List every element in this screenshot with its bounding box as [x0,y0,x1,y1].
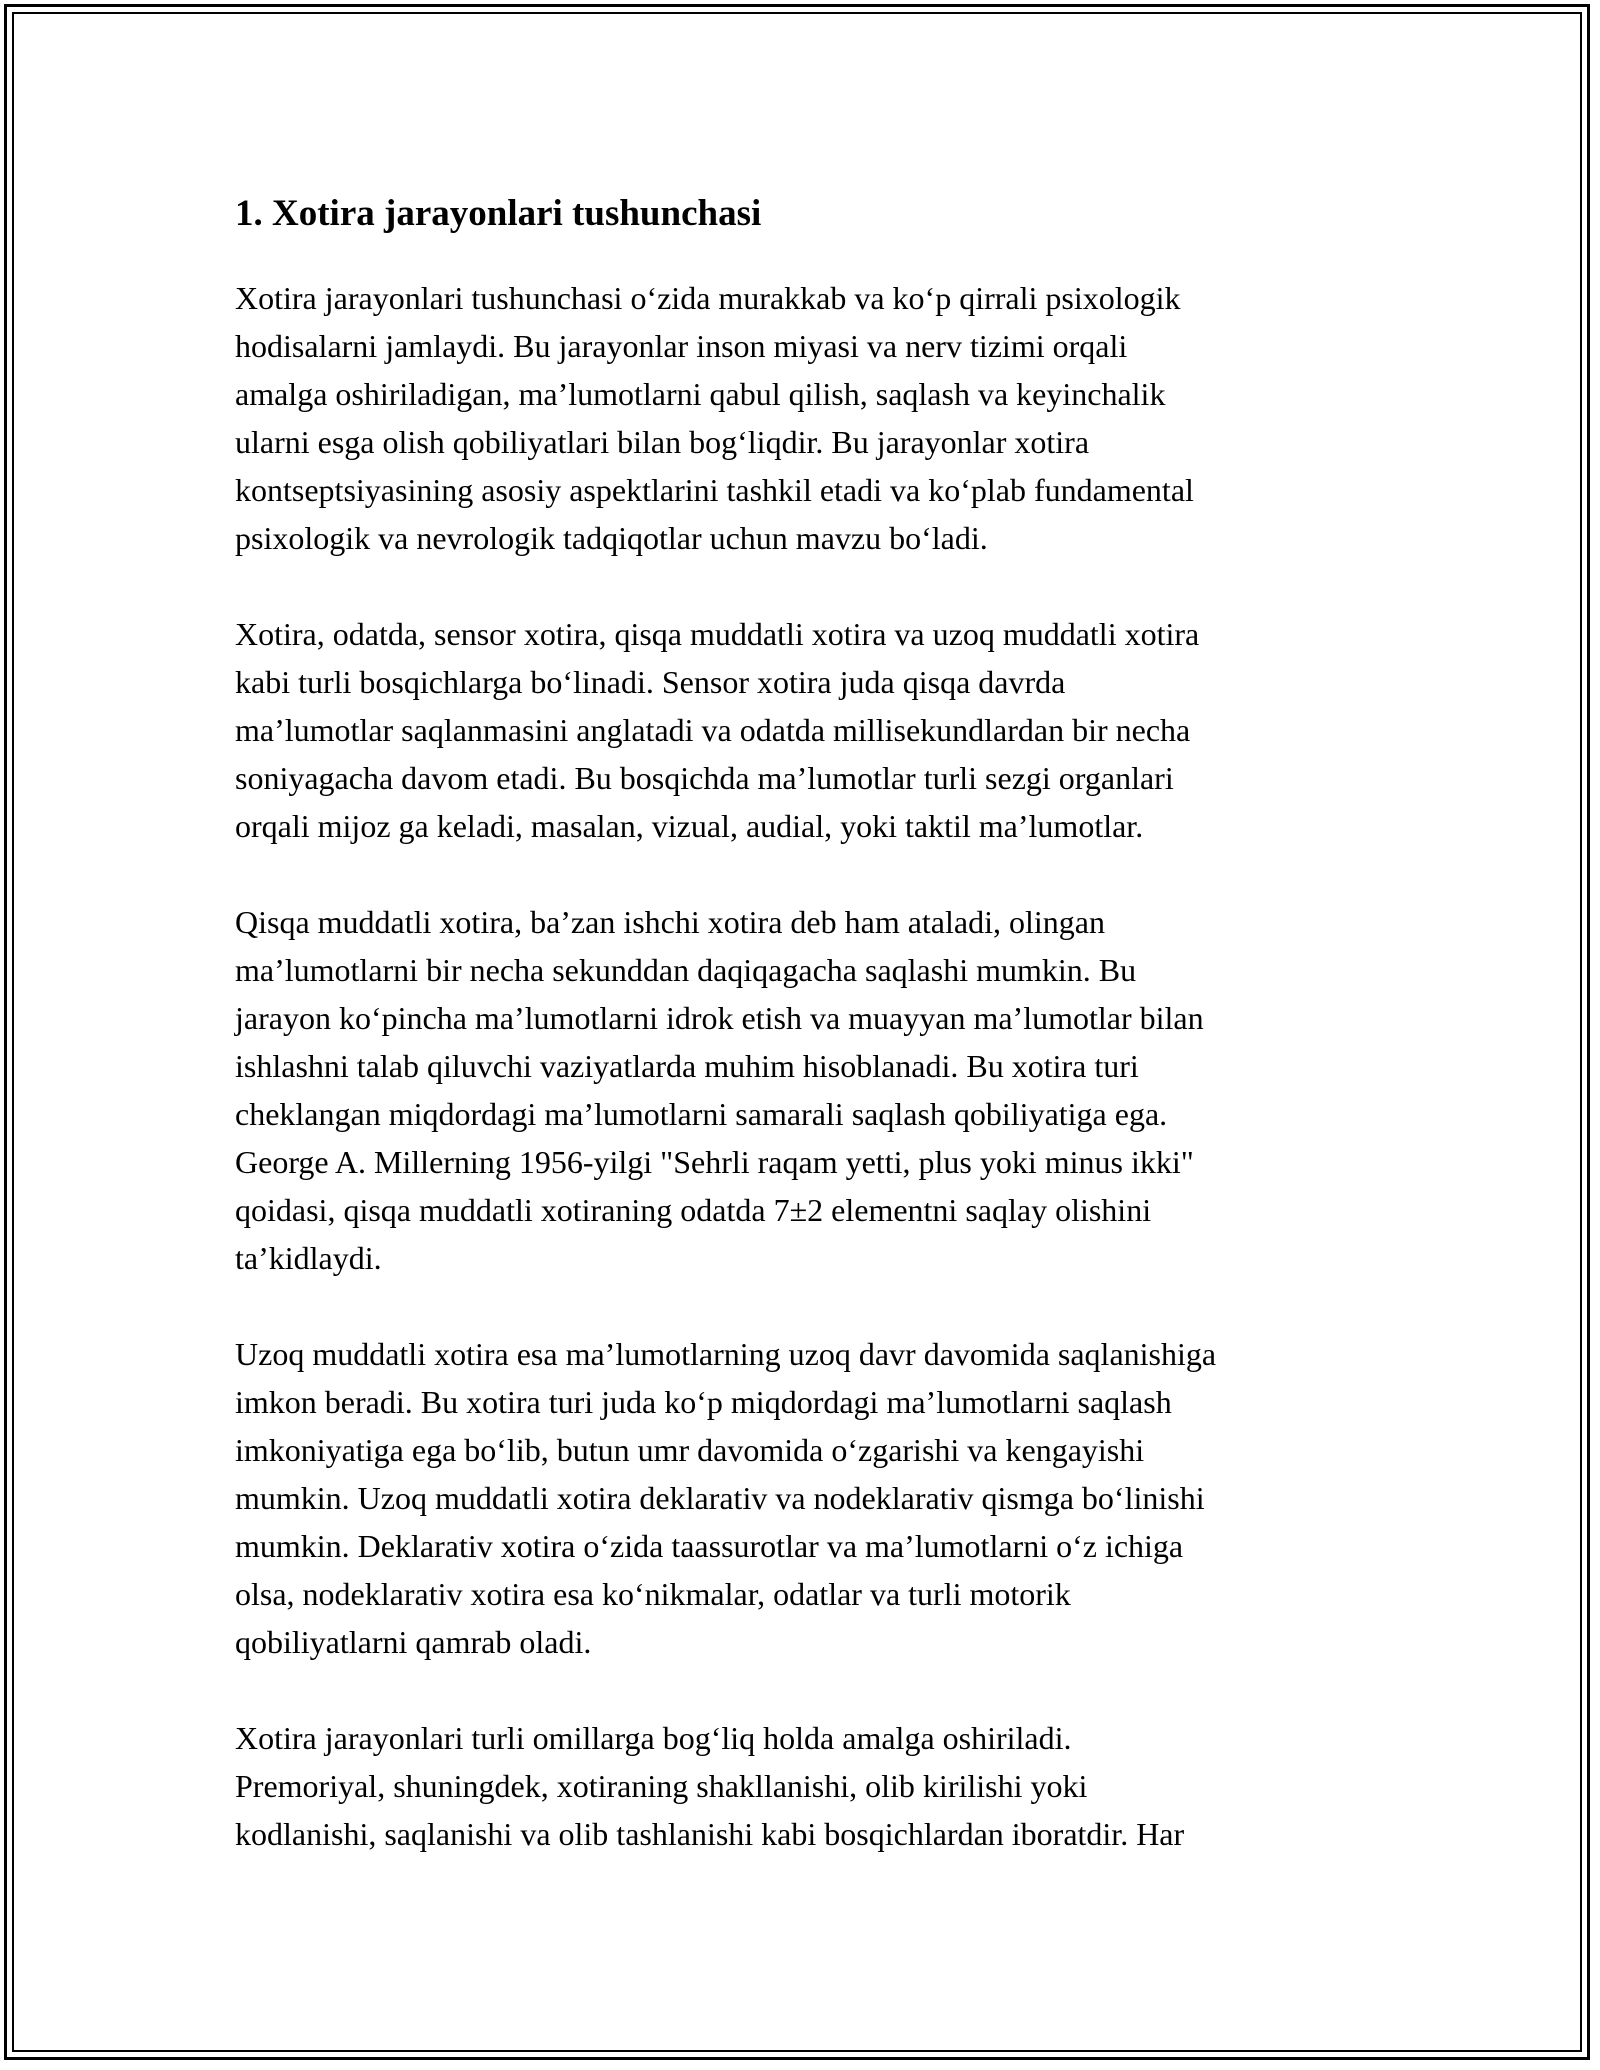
paragraph-long-term-memory: Uzoq muddatli xotira esa ma’lumotlarning uzoq davr davomida saqlanishiga imkon beradi. Bu xotira turi juda ko‘p miqdordagi ma’lumotlarni saqlash imkoniyatiga ega bo‘lib, butun umr davomida o‘zgarishi va kengayishi mumkin. Uzoq muddatli xotira deklarativ va nodeklarativ qismga bo‘linishi mumkin. Deklarativ xotira o‘zida taassurotlar va ma’lumotlarni o‘z ichiga olsa, nodeklarativ xotira esa ko‘nikmalar, odatlar va turli motorik qobiliyatlarni qamrab oladi. [235,1336,1217,1660]
paragraph-memory-factors: Xotira jarayonlari turli omillarga bog‘liq holda amalga oshiriladi. Premoriyal, shuningdek, xotiraning shakllanishi, olib kirilishi yoki kodlanishi, saqlanishi va olib tashlanishi kabi bosqichlardan iboratdir. Har [235,1720,1185,1852]
paragraph-short-term-memory: Qisqa muddatli xotira, ba’zan ishchi xotira deb ham ataladi, olingan ma’lumotlarni bir necha sekunddan daqiqagacha saqlashi mumkin. Bu jarayon ko‘pincha ma’lumotlarni idrok etish va muayyan ma’lumotlar bilan ishlashni talab qiluvchi vaziyatlarda muhim hisoblanadi. Bu xotira turi cheklangan miqdordagi ma’lumotlarni samarali saqlash qobiliyatiga ega. George A. Millerning 1956-yilgi "Sehrli raqam yetti, plus yoki minus ikki" qoidasi, qisqa muddatli xotiraning odatda 7±2 elementni saqlay olishini ta’kidlaydi. [235,904,1204,1276]
paragraph-memory-processes-concept: Xotira jarayonlari tushunchasi o‘zida murakkab va ko‘p qirrali psixologik hodisalarni jamlaydi. Bu jarayonlar inson miyasi va nerv tizimi orqali amalga oshiriladigan, ma’lumotlarni qabul qilish, saqlash va keyinchalik ularni esga olish qobiliyatlari bilan bog‘liqdir. Bu jarayonlar xotira kontseptsiyasining asosiy aspektlarini tashkil etadi va ko‘plab fundamental psixologik va nevrologik tadqiqotlar uchun mavzu bo‘ladi. [235,280,1194,556]
section-heading: 1. Xotira jarayonlari tushunchasi [235,193,762,234]
document-page [235,184,1385,1906]
paragraph-memory-stages: Xotira, odatda, sensor xotira, qisqa muddatli xotira va uzoq muddatli xotira kabi turli bosqichlarga bo‘linadi. Sensor xotira juda qisqa davrda ma’lumotlar saqlanmasini anglatadi va odatda millisekundlardan bir necha soniyagacha davom etadi. Bu bosqichda ma’lumotlar turli sezgi organlari orqali mijoz ga keladi, masalan, vizual, audial, yoki taktil ma’lumotlar. [235,616,1200,844]
